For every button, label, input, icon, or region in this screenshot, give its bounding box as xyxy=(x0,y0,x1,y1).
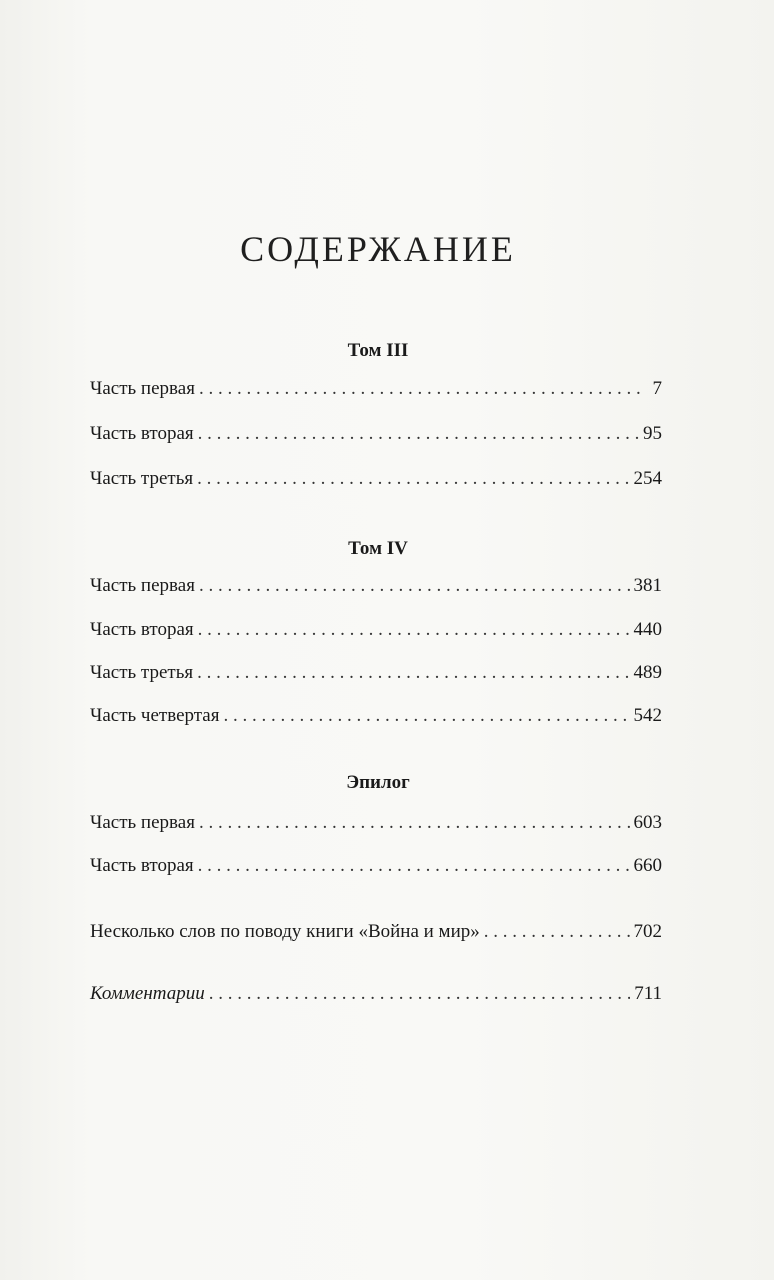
dot-leader xyxy=(198,423,639,445)
toc-entry-page: 702 xyxy=(633,921,662,942)
toc-entry[interactable] xyxy=(90,812,662,840)
toc-entry[interactable] xyxy=(90,575,662,603)
toc-entry[interactable] xyxy=(90,662,662,690)
toc-entry-page: 7 xyxy=(652,378,662,399)
toc-entry-label: Часть вторая xyxy=(90,423,194,444)
toc-entry-page: 95 xyxy=(643,423,662,444)
dot-leader xyxy=(199,378,644,400)
toc-entry[interactable] xyxy=(90,705,662,733)
dot-leader xyxy=(198,855,630,877)
toc-entry[interactable] xyxy=(90,468,662,496)
toc-entry-label: Часть третья xyxy=(90,662,194,683)
toc-entry-page: 542 xyxy=(633,705,662,726)
toc-entry-commentary[interactable] xyxy=(90,983,662,1011)
toc-entry[interactable] xyxy=(90,378,662,406)
toc-entry-label: Часть первая xyxy=(90,575,195,596)
toc-entry-page: 254 xyxy=(633,468,662,489)
toc-entry-label: Часть третья xyxy=(90,468,194,489)
page-title: СОДЕРЖАНИЕ xyxy=(240,229,516,269)
toc-entry-afterword[interactable] xyxy=(90,921,662,949)
toc-entry[interactable] xyxy=(90,855,662,883)
section-heading-epilogue: Эпилог xyxy=(346,772,410,793)
toc-entry-page: 381 xyxy=(633,575,662,596)
toc-entry-label: Часть первая xyxy=(90,812,195,833)
toc-entry-label: Комментарии xyxy=(90,983,205,1004)
dot-leader xyxy=(197,468,629,490)
toc-entry[interactable] xyxy=(90,619,662,647)
dot-leader xyxy=(197,662,629,684)
section-heading-tom-3: Том III xyxy=(347,340,409,361)
toc-entry[interactable] xyxy=(90,423,662,451)
toc-entry-page: 440 xyxy=(633,619,662,640)
toc-entry-page: 603 xyxy=(633,812,662,833)
toc-entry-page: 489 xyxy=(633,662,662,683)
dot-leader xyxy=(484,921,630,943)
dot-leader xyxy=(209,983,630,1005)
dot-leader xyxy=(199,575,630,597)
section-heading-tom-4: Том IV xyxy=(348,538,408,559)
toc-entry-label: Часть четвертая xyxy=(90,705,220,726)
toc-entry-label: Часть вторая xyxy=(90,619,194,640)
toc-entry-label: Несколько слов по поводу книги «Война и мир» xyxy=(90,921,480,942)
dot-leader xyxy=(223,705,629,727)
toc-entry-label: Часть вторая xyxy=(90,855,194,876)
dot-leader xyxy=(199,812,630,834)
dot-leader xyxy=(198,619,630,641)
toc-entry-label: Часть первая xyxy=(90,378,195,399)
toc-entry-page: 711 xyxy=(634,983,662,1004)
toc-entry-page: 660 xyxy=(633,855,662,876)
